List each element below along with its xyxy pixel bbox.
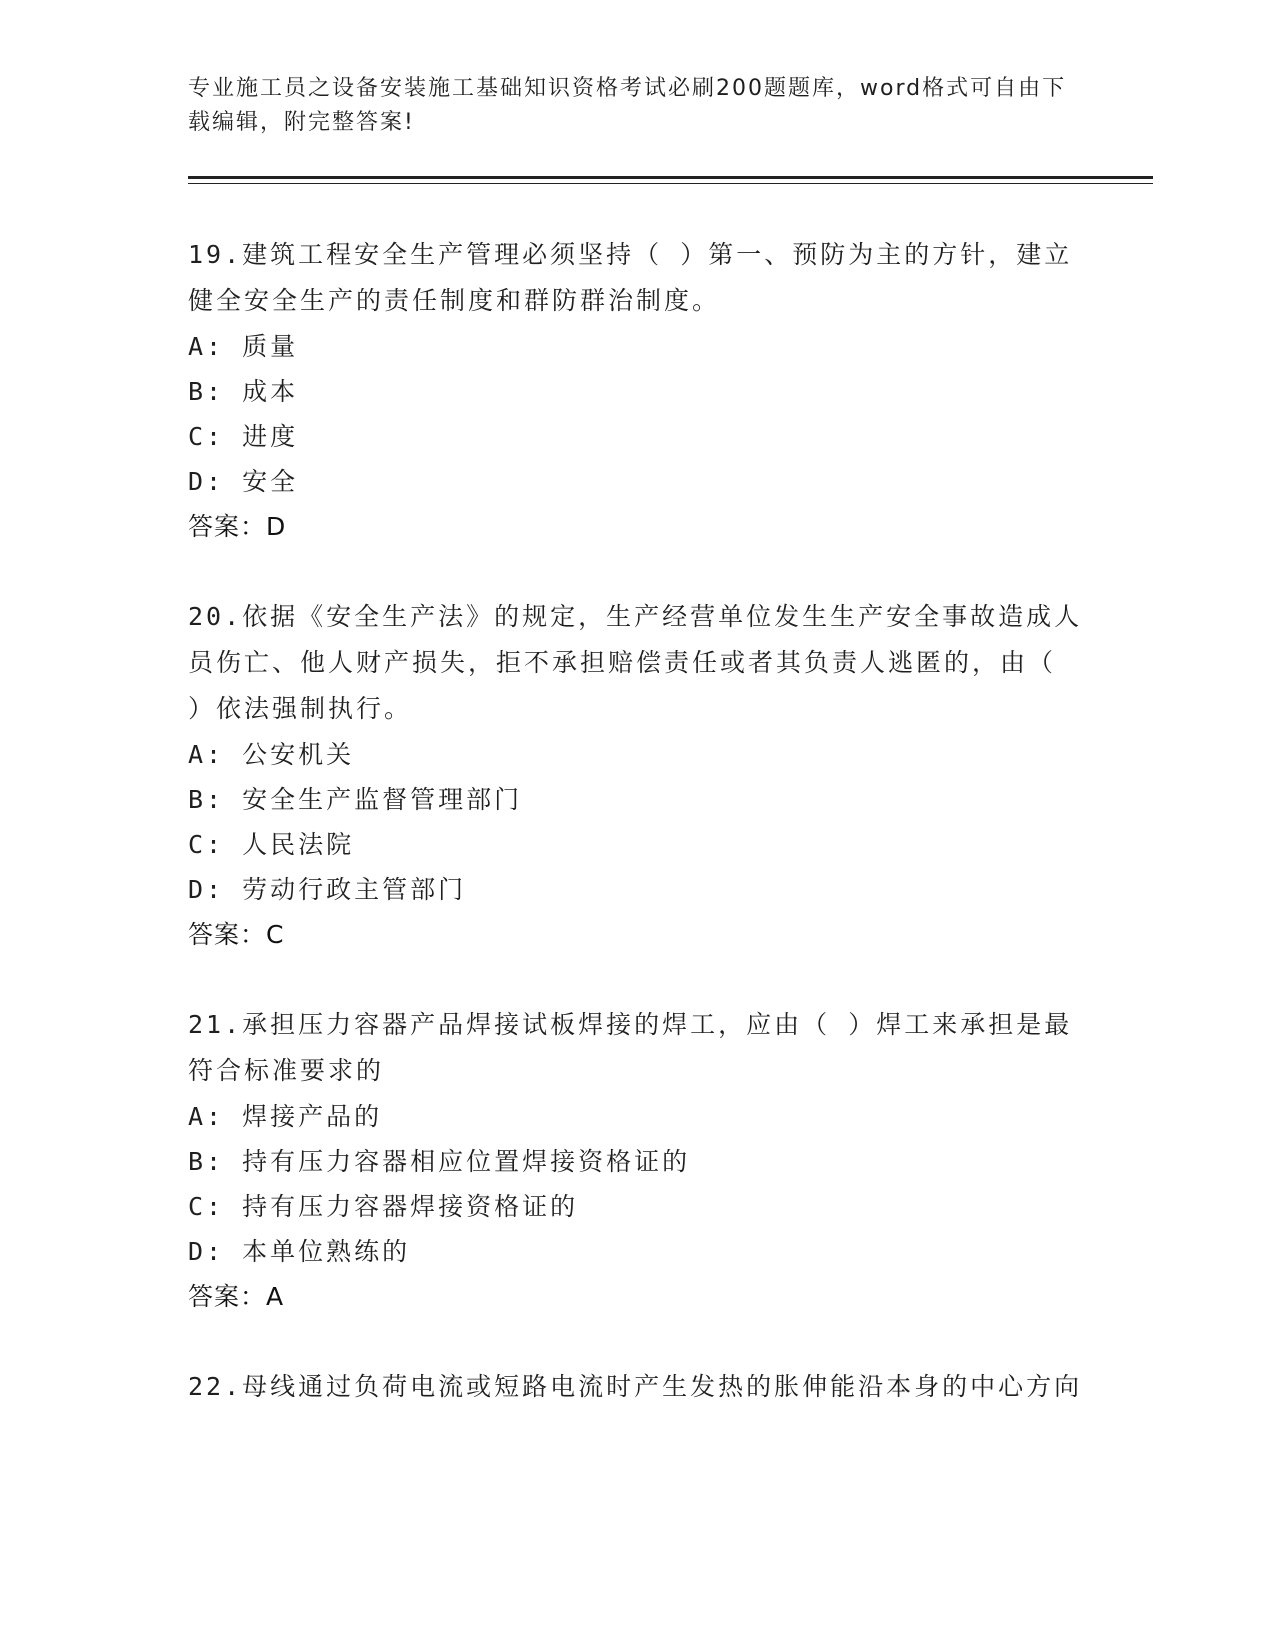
- answer: 答案：A: [188, 1282, 285, 1311]
- option-c: C: 进度: [188, 422, 299, 451]
- question-list: [188, 232, 1088, 1454]
- option-c: C: 持有压力容器焊接资格证的: [188, 1192, 579, 1221]
- question-stem: 21.承担压力容器产品焊接试板焊接的焊工，应由（ ）焊工来承担是最符合标准要求的: [188, 1010, 1073, 1085]
- option-b: B: 持有压力容器相应位置焊接资格证的: [188, 1147, 691, 1176]
- header-rule-thick: [188, 176, 1153, 179]
- option-b: B: 安全生产监督管理部门: [188, 785, 523, 814]
- question-20: [188, 594, 1088, 958]
- option-d: D: 安全: [188, 467, 299, 496]
- answer: 答案：D: [188, 512, 287, 541]
- question-stem: 22.母线通过负荷电流或短路电流时产生发热的胀伸能沿本身的中心方向: [188, 1372, 1083, 1401]
- option-a: A: 焊接产品的: [188, 1102, 383, 1131]
- question-stem: 20.依据《安全生产法》的规定，生产经营单位发生生产安全事故造成人员伤亡、他人财产损失，拒不承担赔偿责任或者其负责人逃匿的，由（ ）依法强制执行。: [188, 602, 1083, 723]
- document-header: 专业施工员之设备安装施工基础知识资格考试必刷200题题库，word格式可自由下载编辑，附完整答案!: [188, 76, 1067, 135]
- answer: 答案：C: [188, 920, 285, 949]
- question-21: [188, 1002, 1088, 1320]
- option-a: A: 质量: [188, 332, 299, 361]
- header-rule-thin: [188, 183, 1153, 184]
- question-22: [188, 1364, 1088, 1410]
- option-d: D: 本单位熟练的: [188, 1237, 411, 1266]
- option-d: D: 劳动行政主管部门: [188, 875, 467, 904]
- question-stem: 19.建筑工程安全生产管理必须坚持（ ）第一、预防为主的方针，建立健全安全生产的责任制度和群防群治制度。: [188, 240, 1073, 315]
- option-a: A: 公安机关: [188, 740, 355, 769]
- option-c: C: 人民法院: [188, 830, 355, 859]
- option-b: B: 成本: [188, 377, 299, 406]
- question-19: [188, 232, 1088, 550]
